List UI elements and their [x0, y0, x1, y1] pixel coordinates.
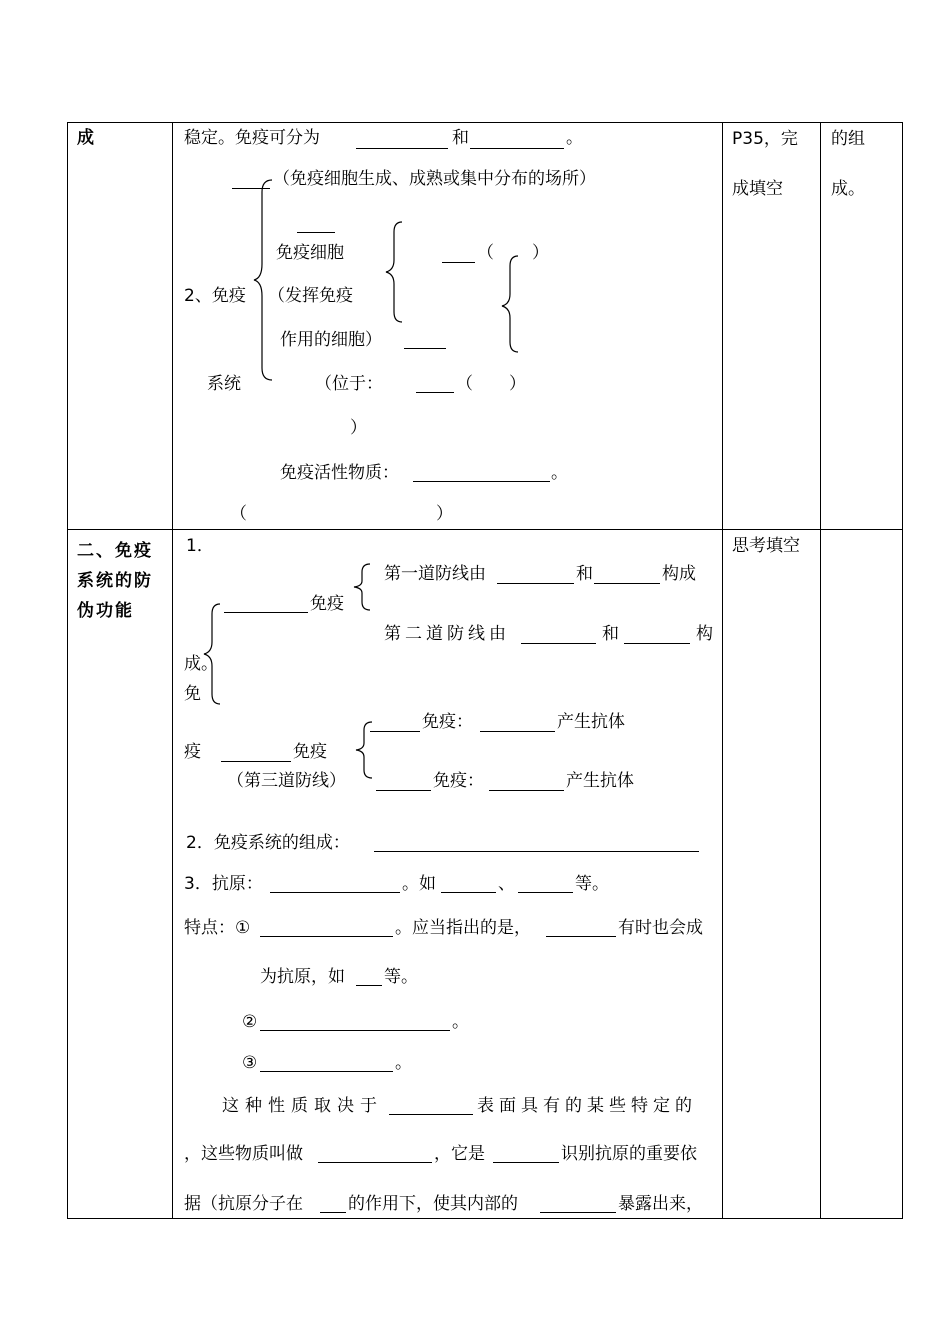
blank-active-substance[interactable]: [413, 481, 550, 482]
left-char-yi: 疫: [184, 742, 201, 762]
blank-antigen-example-2[interactable]: [518, 892, 573, 893]
blank-lymphocyte-2[interactable]: [416, 392, 454, 393]
lymphocyte-brace: [498, 254, 524, 358]
nature-text-c: ，这些物质叫做: [184, 1144, 303, 1164]
cellular-end: 产生抗体: [566, 771, 634, 791]
paren-b-open: （: [456, 374, 473, 394]
specific-label: 免疫: [293, 742, 327, 762]
first-line-end: 构成: [662, 564, 696, 584]
blank-humoral-cell[interactable]: [480, 731, 555, 732]
second-line-and: 和: [602, 624, 619, 644]
circle-2-label: ②: [242, 1012, 258, 1032]
third-line-label: （第三道防线）: [227, 771, 346, 791]
blank-second-line-1[interactable]: [521, 643, 596, 644]
blank-trait-1[interactable]: [260, 936, 393, 937]
left-char-cheng: 成。: [184, 654, 218, 674]
nature-text-e: 识别抗原的重要依: [561, 1144, 697, 1164]
row1-section-label: 成: [77, 128, 94, 148]
blank-trait-3[interactable]: [260, 1071, 393, 1072]
nonspecific-brace: [350, 562, 376, 612]
trait-note: 。应当指出的是，: [395, 918, 531, 938]
second-line-prefix: 第二道防线由: [384, 624, 510, 644]
blank-nature-determinant[interactable]: [318, 1162, 432, 1163]
trait-note-2: 有时也会成: [618, 918, 703, 938]
system-label-head: 2、免疫: [184, 286, 246, 306]
immune-cell-label-2: （发挥免疫: [268, 286, 353, 306]
active-substance-end: 。: [551, 463, 568, 483]
trait-label: 特点：①: [184, 918, 251, 938]
item-3-end: 等。: [575, 874, 609, 894]
immune-organ-note: （免疫细胞生成、成熟或集中分布的场所）: [273, 169, 596, 189]
humoral-label: 免疫：: [422, 712, 473, 732]
col-divider-2: [722, 122, 723, 1219]
immune-types-end: 。: [566, 128, 583, 148]
blank-nature-recognizer[interactable]: [493, 1162, 559, 1163]
row-divider: [67, 529, 903, 530]
table-bottom-border: [67, 1218, 903, 1219]
blank-first-line-2[interactable]: [594, 583, 660, 584]
blank-lymphocyte[interactable]: [442, 262, 475, 263]
first-line-and: 和: [576, 564, 593, 584]
left-char-mian: 免: [184, 684, 201, 704]
blank-other-cell[interactable]: [404, 348, 446, 349]
circle-3-end: 。: [395, 1053, 412, 1073]
trait-note-3: 为抗原，如: [260, 967, 345, 987]
item-3-example: 。如: [402, 874, 436, 894]
blank-antigen-example-1[interactable]: [441, 892, 496, 893]
item-2-label: 2．免疫系统的组成：: [186, 833, 350, 853]
blank-nonspecific[interactable]: [224, 612, 308, 613]
blank-system-composition[interactable]: [374, 851, 699, 852]
cell-brace: [382, 220, 408, 324]
immune-types-prefix: 稳定。免疫可分为: [184, 128, 320, 148]
row2-section-label: 二、免疫系统的防伪功能: [77, 541, 153, 621]
row2-method-cell: 思考填空: [732, 536, 800, 556]
row1-method-cell: P35，完成填空: [732, 129, 798, 199]
item-3-label: 3．抗原：: [184, 874, 263, 894]
paren-a-close: ）: [532, 243, 549, 263]
bottom-paren-open: （: [230, 504, 247, 524]
blank-nature-agent[interactable]: [320, 1212, 346, 1213]
trait-note-3-end: 等。: [384, 967, 418, 987]
active-substance-label: 免疫活性物质：: [280, 463, 399, 483]
paren-a-open: （: [477, 243, 494, 263]
first-line-prefix: 第一道防线由: [384, 564, 486, 584]
system-brace: [250, 178, 280, 382]
located-close: ）: [350, 418, 367, 438]
located-open: （位于：: [315, 374, 383, 394]
blank-trait-2[interactable]: [260, 1030, 450, 1031]
nature-text-a: 这种性质取决于: [222, 1096, 383, 1116]
nature-text-f: 据（抗原分子在: [184, 1194, 303, 1214]
blank-cell-category[interactable]: [297, 232, 335, 233]
nature-text-g: 的作用下，使其内部的: [348, 1194, 518, 1214]
blank-antigen-def[interactable]: [270, 892, 400, 893]
blank-cellular[interactable]: [376, 790, 431, 791]
nature-text-b: 表面具有的某些特定的: [477, 1096, 697, 1116]
specific-brace: [352, 720, 378, 780]
blank-first-line-1[interactable]: [497, 583, 574, 584]
blank-humoral[interactable]: [370, 731, 420, 732]
col-divider-4: [902, 122, 903, 1219]
item-3-sep: 、: [498, 874, 515, 894]
blank-immune-type-1[interactable]: [356, 148, 448, 149]
blank-second-line-2[interactable]: [624, 643, 690, 644]
blank-trait-self[interactable]: [546, 936, 616, 937]
nature-text-h: 暴露出来，: [618, 1194, 703, 1214]
nonspecific-label: 免疫: [310, 594, 344, 614]
circle-2-end: 。: [452, 1012, 469, 1032]
col-divider-3: [820, 122, 821, 1219]
second-line-end: 构: [696, 624, 713, 644]
row1-goal-cell: 的组成。: [831, 129, 865, 199]
blank-specific[interactable]: [221, 761, 291, 762]
paren-b-close: ）: [509, 374, 526, 394]
blank-immune-type-2[interactable]: [470, 148, 564, 149]
immune-types-text: [184, 130, 320, 147]
item-1-number: 1．: [186, 536, 214, 556]
blank-cellular-cell[interactable]: [489, 790, 564, 791]
blank-trait-example[interactable]: [356, 985, 382, 986]
immune-types-and: 和: [452, 128, 469, 148]
immune-cell-label-1: 免疫细胞: [276, 243, 344, 263]
nature-text-d: ，它是: [434, 1144, 485, 1164]
col-divider-0: [67, 122, 68, 1219]
blank-nature-surface[interactable]: [389, 1114, 473, 1115]
col-divider-1: [172, 122, 173, 1219]
humoral-end: 产生抗体: [557, 712, 625, 732]
immune-cell-label-3: 作用的细胞）: [280, 330, 382, 350]
blank-nature-inner[interactable]: [540, 1212, 616, 1213]
system-label-tail: 系统: [207, 374, 241, 394]
circle-3-label: ③: [242, 1053, 258, 1073]
bottom-paren-close: ）: [436, 504, 453, 524]
cellular-label: 免疫：: [433, 771, 484, 791]
